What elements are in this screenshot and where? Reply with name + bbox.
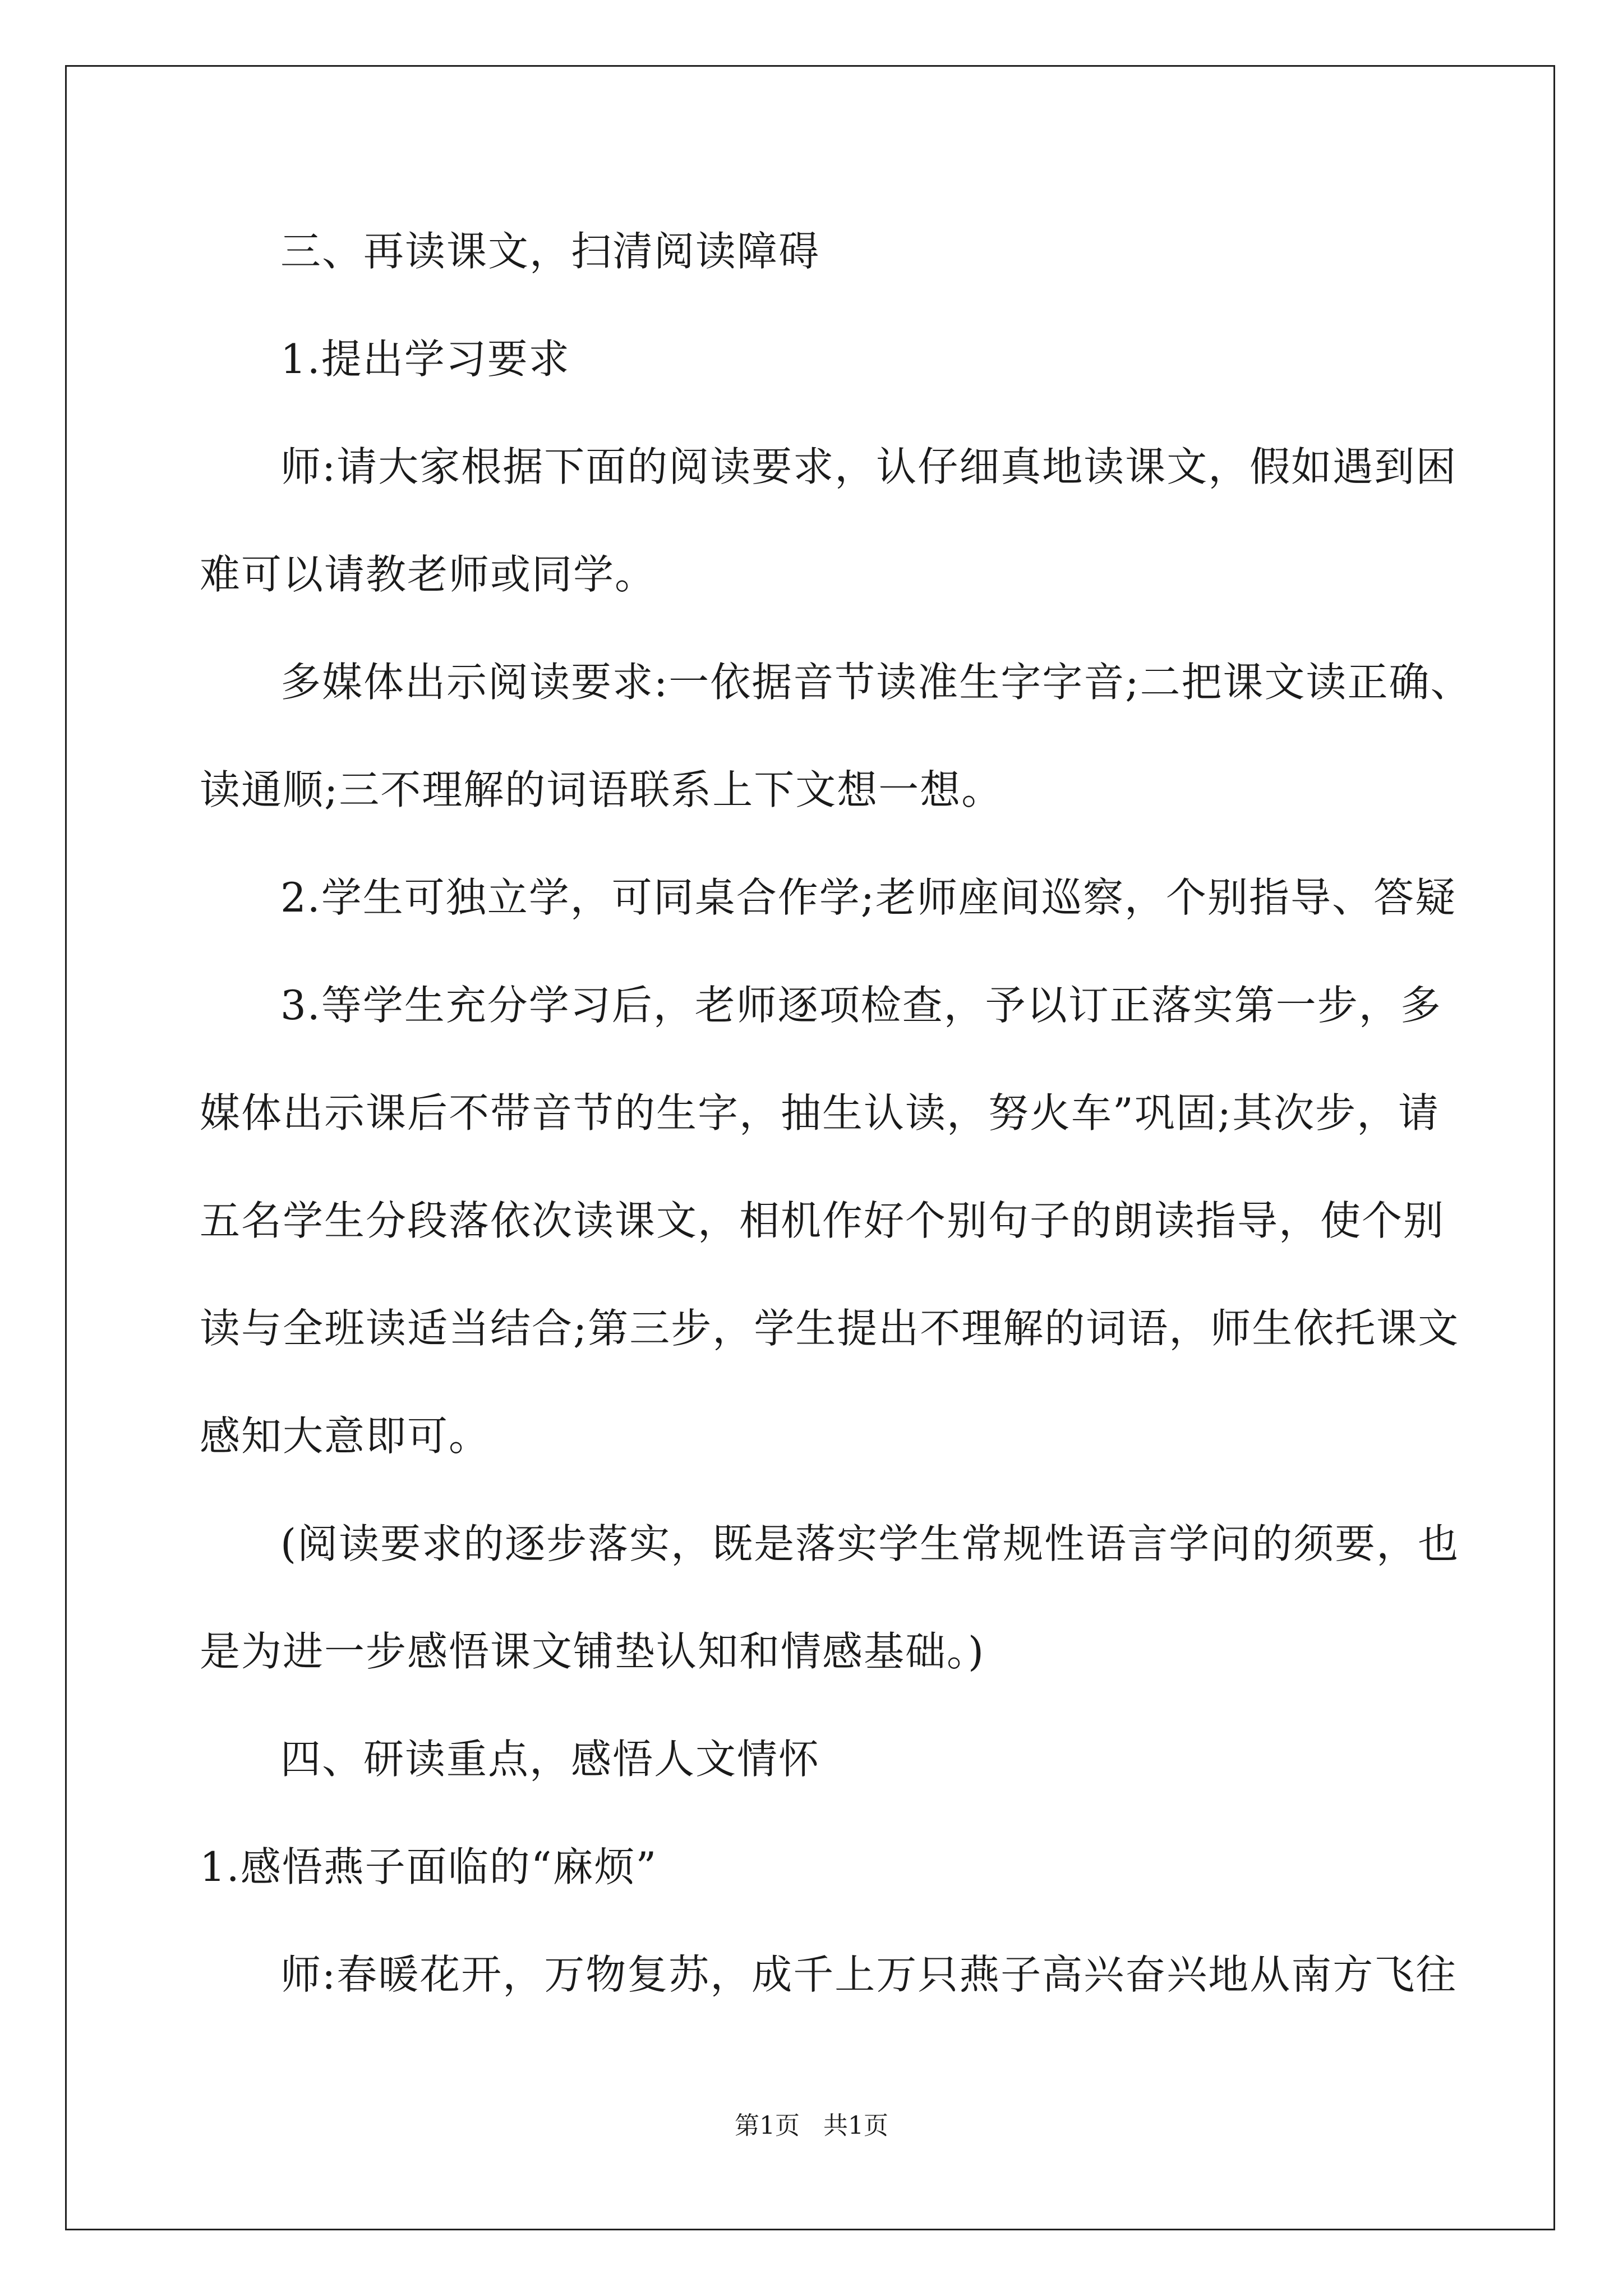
heading-section-4: 四、研读重点，感悟人文情怀: [280, 1736, 820, 1783]
page-footer: 第1页 共1页: [735, 2111, 888, 2140]
subheading: 1.感悟燕子面临的“麻烦”: [200, 1843, 658, 1890]
text-line: 感知大意即可。: [200, 1412, 491, 1460]
text-line: 师:请大家根据下面的阅读要求，认仔细真地读课文，假如遇到困: [280, 443, 1458, 490]
text-line: 读与全班读适当结合;第三步，学生提出不理解的词语，师生依托课文: [200, 1305, 1460, 1352]
text-line: 多媒体出示阅读要求:一依据音节读准生字字音;二把课文读正确、: [280, 659, 1472, 706]
text-line: 读通顺;三不理解的词语联系上下文想一想。: [200, 766, 1003, 813]
heading-section-3: 三、再读课文，扫清阅读障碍: [280, 228, 820, 275]
text-line: 五名学生分段落依次读课文，相机作好个别句子的朗读指导，使个别: [200, 1197, 1445, 1244]
text-line: 1.提出学习要求: [280, 335, 570, 383]
text-line: 媒体出示课后不带音节的生字，抽生认读，努火车”巩固;其次步，请: [200, 1089, 1440, 1137]
text-line: 2.学生可独立学，可同桌合作学;老师座间巡察，个别指导、答疑: [280, 874, 1456, 921]
text-line: 难可以请教老师或同学。: [200, 551, 657, 598]
text-line: 是为进一步感悟课文铺垫认知和情感基础。): [200, 1628, 985, 1675]
text-line: (阅读要求的逐步落实，既是落实学生常规性语言学问的须要，也: [280, 1520, 1460, 1567]
text-line: 师:春暖花开，万物复苏，成千上万只燕子高兴奋兴地从南方飞往: [280, 1951, 1458, 1998]
text-line: 3.等学生充分学习后，老师逐项检查，予以订正落实第一步，多: [280, 982, 1442, 1029]
page-border: [65, 65, 1555, 2230]
